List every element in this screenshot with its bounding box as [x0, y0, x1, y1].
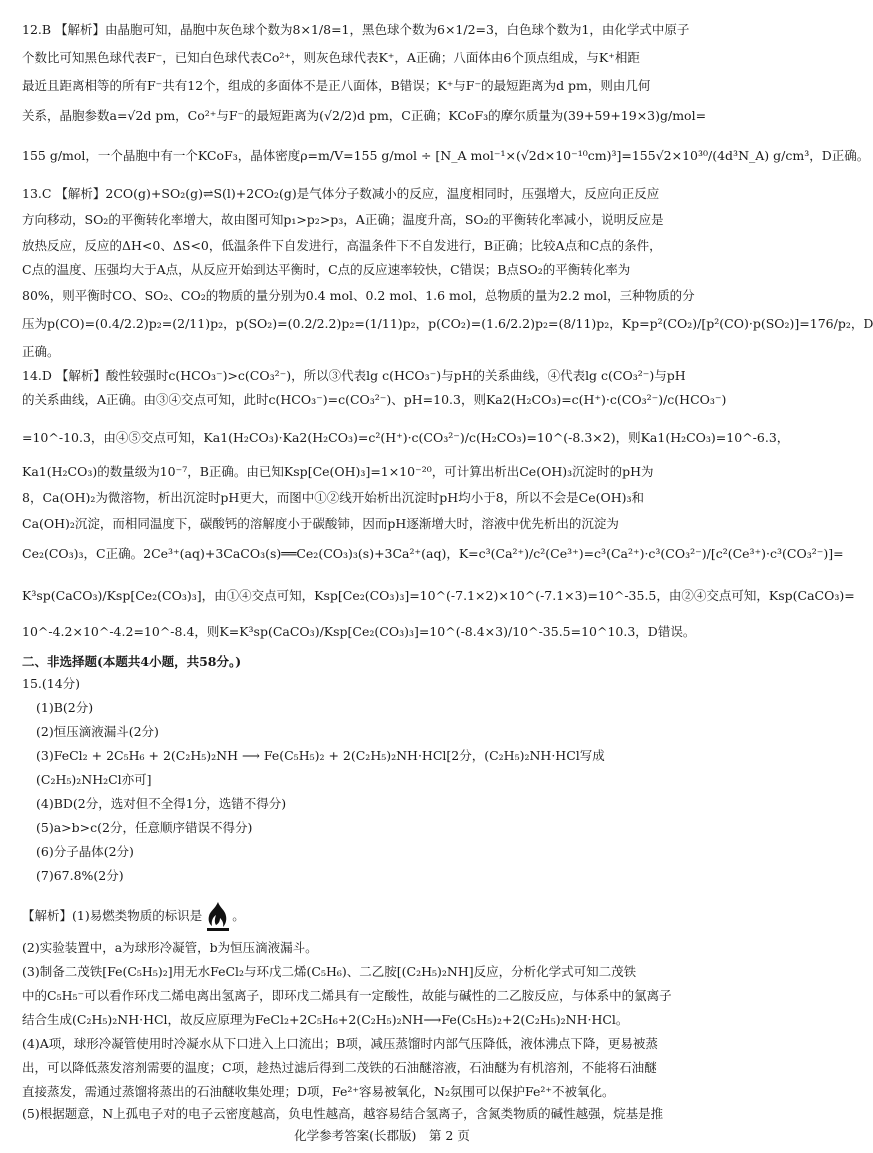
q14-line-6: Ca(OH)₂沉淀，而相同温度下，碳酸钙的溶解度小于碳酸铈，因而pH逐渐增大时，溶液中优先析出的沉淀为 [22, 516, 619, 531]
q15-explanation-5a: (5)根据题意，N上孤电子对的电子云密度越高，负电性越高，越容易结合氢离子，含氮类物质的碱性越强，烷基是推 [22, 1106, 664, 1121]
q13-line-3: 放热反应，反应的ΔH<0、ΔS<0，低温条件下自发进行，高温条件下不自发进行，B正确；比较A点和C点的条件， [22, 238, 662, 253]
q13-line-5: 80%，则平衡时CO、SO₂、CO₂的物质的量分别为0.4 mol、0.2 mol、1.6 mol，总物质的量为2.2 mol，三种物质的分 [22, 288, 695, 303]
q14-line-2: 的关系曲线，A正确。由③④交点可知，此时c(HCO₃⁻)=c(CO₃²⁻)、pH=10.3，则Ka2(H₂CO₃)=c(H⁺)·c(CO₃²⁻)/c(HCO₃⁻) [22, 392, 727, 407]
q12-line-5: 155 g/mol，一个晶胞中有一个KCoF₃，晶体密度ρ=m/V=155 g/mol ÷ [N_A mol⁻¹×(√2d×10⁻¹⁰cm)³]=155√2×10³⁰/(4d³N_A) g/cm³，D正确。 [22, 148, 870, 163]
q13-line-6: 压为p(CO)=(0.4/2.2)p₂=(2/11)p₂，p(SO₂)=(0.2/2.2)p₂=(1/11)p₂，p(CO₂)=(1.6/2.2)p₂=(8/11)p₂，Kp=p²(CO₂)/[p²(CO)·p(SO₂)]=176/p₂，D [22, 316, 873, 331]
q15-explanation-4b: 出，可以降低蒸发溶剂需要的温度；C项，趁热过滤后得到二茂铁的石油醚溶液，石油醚为有机溶剂，不能将石油醚 [22, 1060, 657, 1075]
q13-line-1: 13.C 【解析】2CO(g)+SO₂(g)⇌S(l)+2CO₂(g)是气体分子数减小的反应，温度相同时，压强增大，反应向正反应 [22, 186, 660, 201]
q15-explanation-3a: (3)制备二茂铁[Fe(C₅H₅)₂]用无水FeCl₂与环戊二烯(C₅H₆)、二乙胺[(C₂H₅)₂NH]反应，分析化学式可知二茂铁 [22, 964, 637, 979]
q12-line-1: 12.B 【解析】由晶胞可知，晶胞中灰色球个数为8×1/8=1，黑色球个数为6×1/2=3，白色球个数为1，由化学式中原子 [22, 22, 690, 37]
q14-line-5: 8，Ca(OH)₂为微溶物，析出沉淀时pH更大，而图中①②线开始析出沉淀时pH均小于8，所以不会是Ce(OH)₃和 [22, 490, 645, 505]
q13-line-7: 正确。 [22, 344, 60, 359]
q15-heading: 15.(14分) [22, 676, 81, 691]
q15-answer-1: (1)B(2分) [36, 700, 94, 715]
q14-line-3: =10^-10.3，由④⑤交点可知，Ka1(H₂CO₃)·Ka2(H₂CO₃)=c²(H⁺)·c(CO₃²⁻)/c(H₂CO₃)=10^(-8.3×2)，则Ka1(H₂CO₃)=10^-6.3， [22, 430, 790, 445]
q12-line-3: 最近且距离相等的所有F⁻共有12个，组成的多面体不是正八面体，B错误；K⁺与F⁻的最短距离为d pm，则由几何 [22, 78, 651, 93]
explanation-end: 。 [232, 908, 245, 923]
q15-answer-5: (5)a>b>c(2分，任意顺序错误不得分) [36, 820, 253, 835]
q14-line-9: 10^-4.2×10^-4.2=10^-8.4，则K=K³sp(CaCO₃)/Ksp[Ce₂(CO₃)₃]=10^(-8.4×3)/10^-35.5=10^10.3，D错误。 [22, 624, 696, 639]
q13-line-4: C点的温度、压强均大于A点，从反应开始到达平衡时，C点的反应速率较快，C错误；B点SO₂的平衡转化率为 [22, 262, 631, 277]
q14-line-4: Ka1(H₂CO₃)的数量级为10⁻⁷，B正确。由已知Ksp[Ce(OH)₃]=1×10⁻²⁰，可计算出析出Ce(OH)₃沉淀时的pH为 [22, 464, 654, 479]
q15-explanation-2: (2)实验装置中，a为球形冷凝管，b为恒压滴液漏斗。 [22, 940, 318, 955]
explanation-text: 【解析】(1)易燃类物质的标识是 [22, 908, 203, 923]
q14-line-8: K³sp(CaCO₃)/Ksp[Ce₂(CO₃)₃]，由①④交点可知，Ksp[Ce₂(CO₃)₃]=10^(-7.1×2)×10^(-7.1×3)=10^-35.5，由②④交点可知，Ksp(CaCO₃)= [22, 588, 855, 603]
q15-answer-3: (3)FeCl₂ + 2C₅H₆ + 2(C₂H₅)₂NH ⟶ Fe(C₅H₅)₂ + 2(C₂H₅)₂NH·HCl[2分，(C₂H₅)₂NH·HCl写成 [36, 748, 605, 763]
q15-explanation-3c: 结合生成(C₂H₅)₂NH·HCl，故反应原理为FeCl₂+2C₅H₆+2(C₂H₅)₂NH⟶Fe(C₅H₅)₂+2(C₂H₅)₂NH·HCl。 [22, 1012, 629, 1027]
q15-answer-3-cont: (C₂H₅)₂NH₂Cl亦可] [36, 772, 152, 787]
q15-explanation-1 [22, 896, 750, 936]
section-heading: 二、非选择题(本题共4小题，共58分。) [22, 654, 242, 669]
q15-explanation-4c: 直接蒸发，需通过蒸馏将蒸出的石油醚收集处理；D项，Fe²⁺容易被氧化，N₂氛围可以保护Fe²⁺不被氧化。 [22, 1084, 615, 1099]
q15-explanation-3b: 中的C₅H₅⁻可以看作环戊二烯电离出氢离子，即环戊二烯具有一定酸性，故能与碱性的二乙胺反应，与体系中的氯离子 [22, 988, 672, 1003]
q13-line-2: 方向移动，SO₂的平衡转化率增大，故由图可知p₁>p₂>p₃，A正确；温度升高，SO₂的平衡转化率减小，说明反应是 [22, 212, 664, 227]
q15-explanation-4a: (4)A项，球形冷凝管使用时冷凝水从下口进入上口流出；B项，减压蒸馏时内部气压降低，液体沸点下降，更易被蒸 [22, 1036, 658, 1051]
page-footer: 化学参考答案(长郡版) 第 2 页 [294, 1128, 470, 1143]
flammable-icon [204, 901, 232, 933]
q15-answer-4: (4)BD(2分，选对但不全得1分，选错不得分) [36, 796, 287, 811]
q15-answer-2: (2)恒压滴液漏斗(2分) [36, 724, 159, 739]
q14-line-1: 14.D 【解析】酸性较强时c(HCO₃⁻)>c(CO₃²⁻)，所以③代表lg c(HCO₃⁻)与pH的关系曲线，④代表lg c(CO₃²⁻)与pH [22, 368, 686, 383]
q15-answer-7: (7)67.8%(2分) [36, 868, 124, 883]
q14-line-7: Ce₂(CO₃)₃，C正确。2Ce³⁺(aq)+3CaCO₃(s)══Ce₂(CO₃)₃(s)+3Ca²⁺(aq)，K=c³(Ca²⁺)/c²(Ce³⁺)=c³(Ca²⁺)·c³(CO₃²⁻)/[c²(Ce³⁺)·c³(CO₃²⁻)]= [22, 546, 844, 561]
q15-answer-6: (6)分子晶体(2分) [36, 844, 134, 859]
q12-line-2: 个数比可知黑色球代表F⁻，已知白色球代表Co²⁺，则灰色球代表K⁺，A正确；八面体由6个顶点组成，与K⁺相距 [22, 50, 640, 65]
q12-line-4: 关系，晶胞参数a=√2d pm，Co²⁺与F⁻的最短距离为(√2/2)d pm，C正确；KCoF₃的摩尔质量为(39+59+19×3)g/mol= [22, 108, 707, 123]
